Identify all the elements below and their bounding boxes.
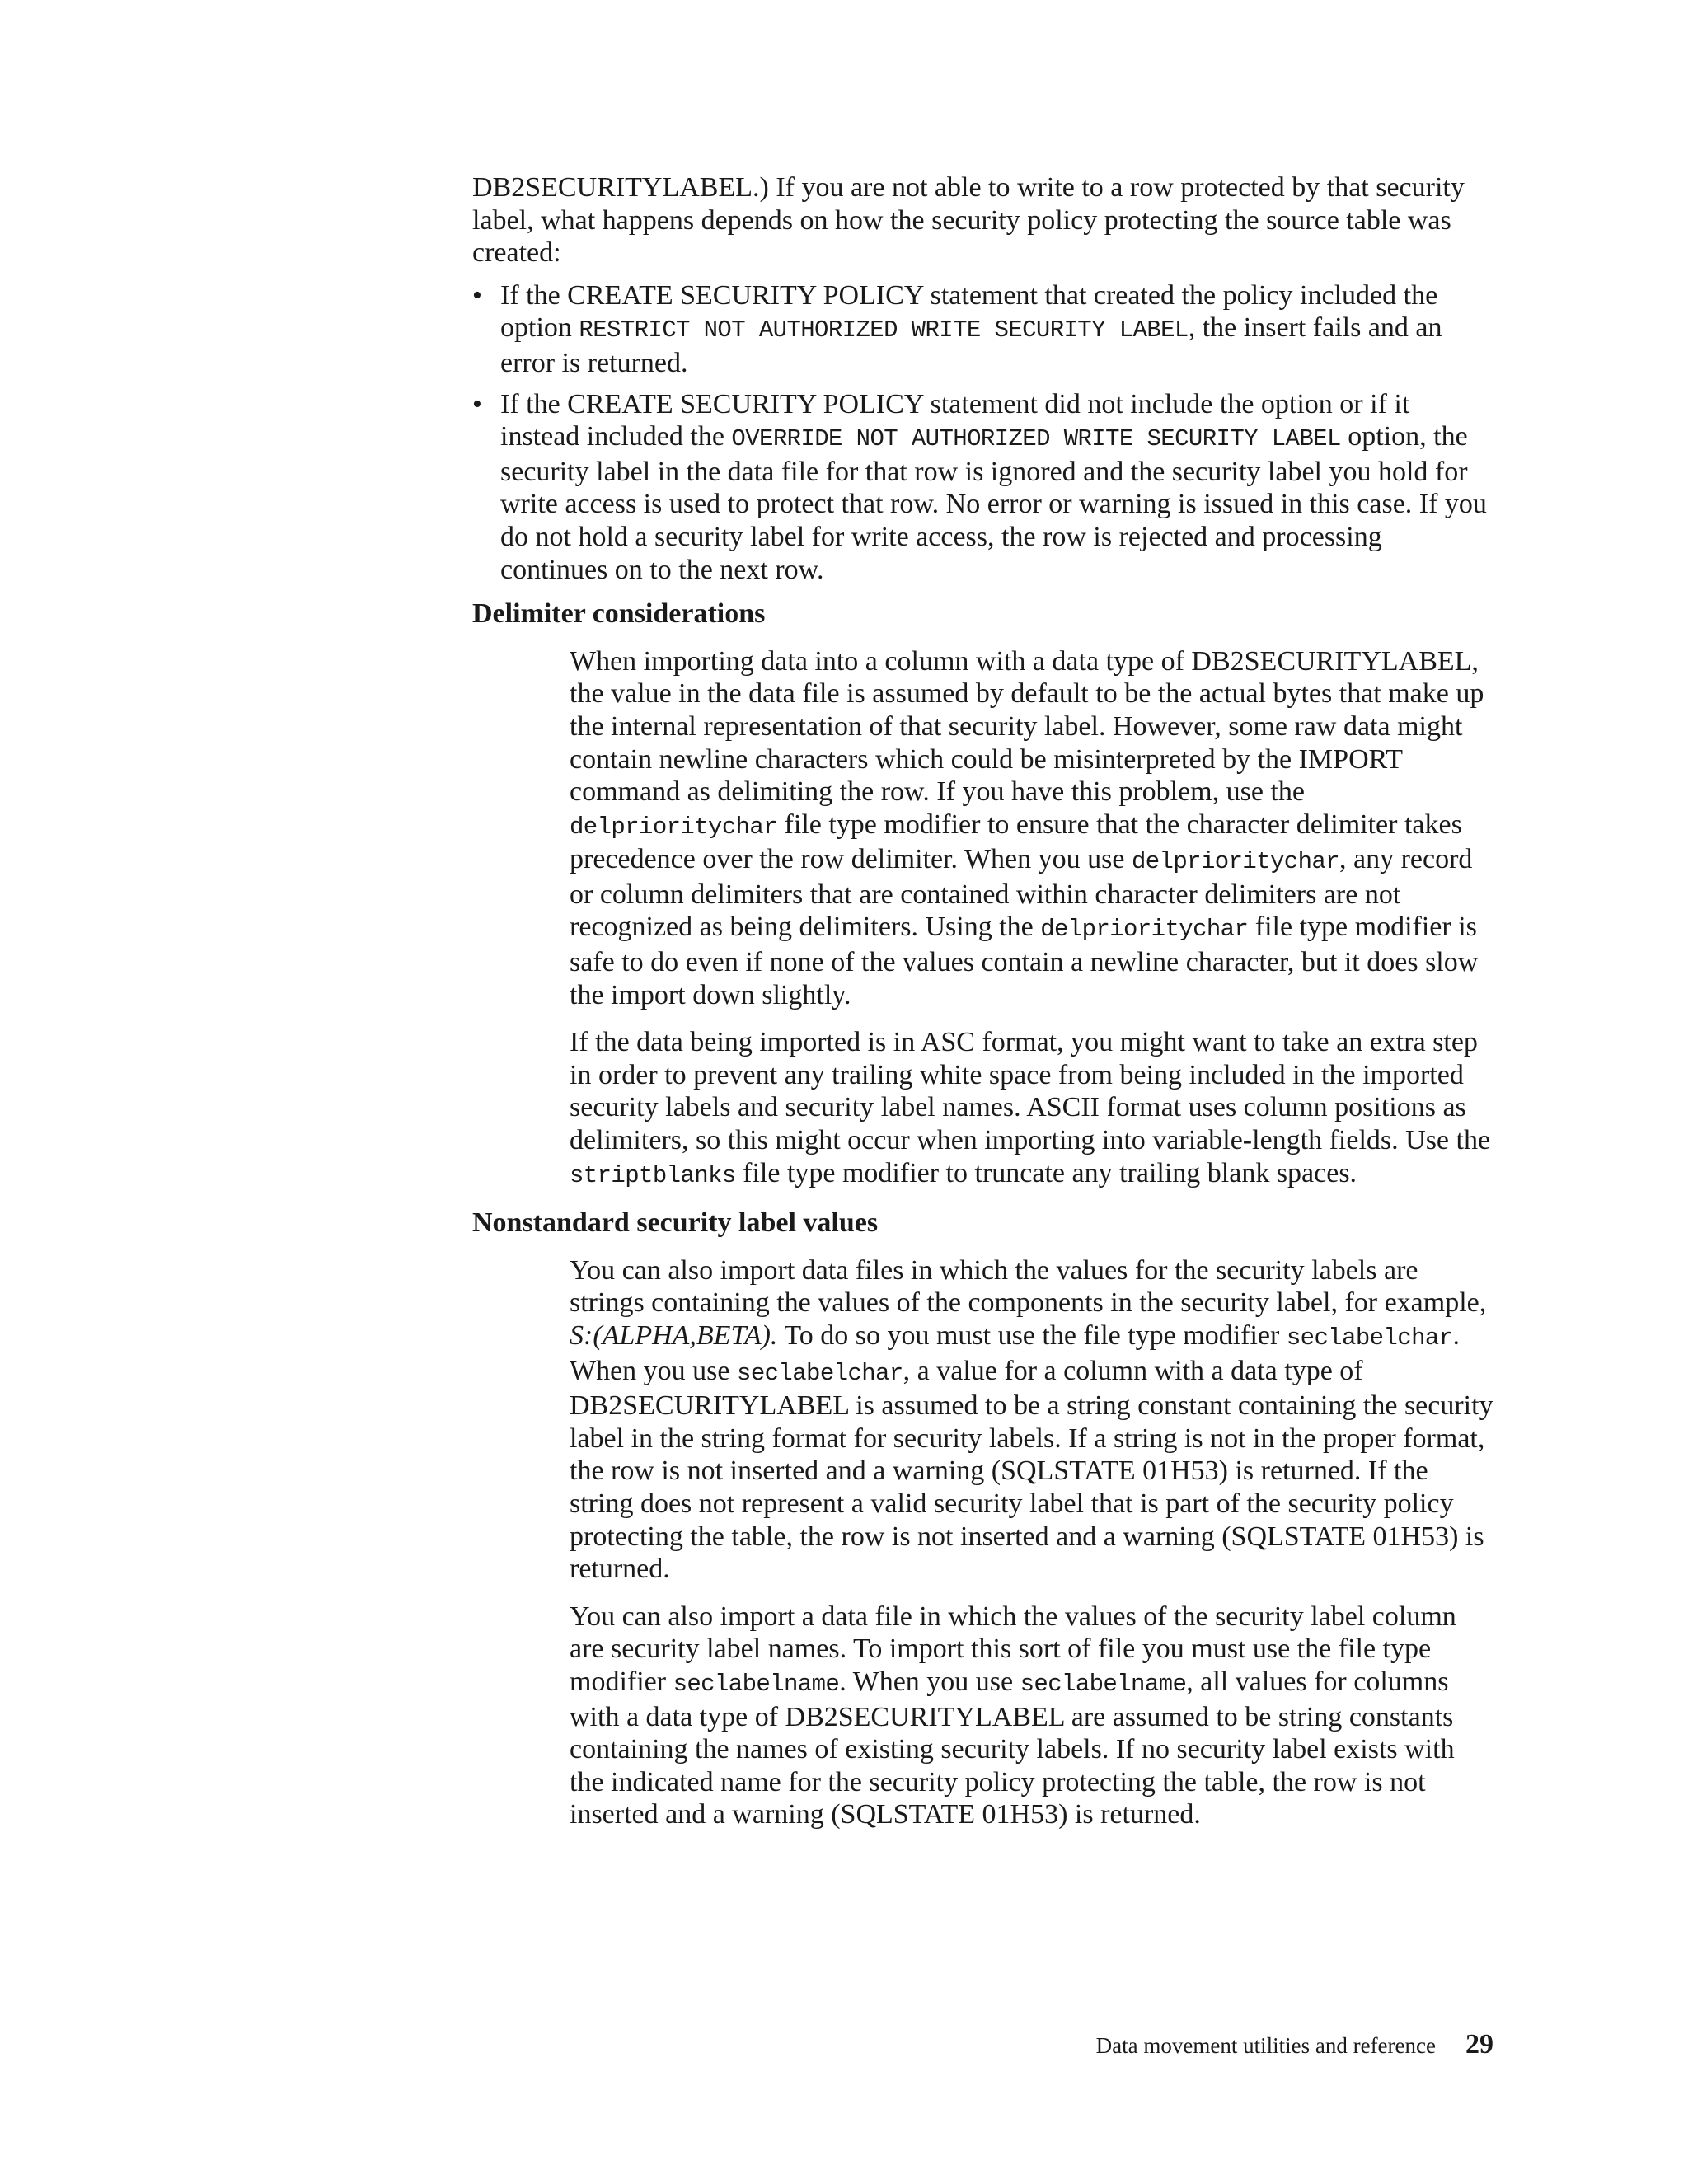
delimiter-paragraph-2: [570, 1026, 1494, 1192]
code-delprioritychar: delprioritychar: [570, 813, 778, 841]
text-run: . When you use: [839, 1666, 1020, 1697]
text-run: file type modifier to ensure that the character delimiter takes precedence over the row delimiter. When you use: [570, 808, 1462, 875]
bullet-text: If the CREATE SECURITY POLICY statement that created the policy included the option: [500, 279, 1438, 344]
delimiter-paragraph-1: [570, 645, 1494, 1012]
page-content: [472, 171, 1494, 1846]
heading-delimiter-considerations: Delimiter considerations: [472, 598, 766, 630]
intro-paragraph: DB2SECURITYLABEL.) If you are not able to write to a row protected by that security label, what happens depends on how the security policy protecting the source table was created:: [472, 172, 1465, 269]
footer-title: Data movement utilities and reference: [1095, 2033, 1436, 2058]
bullet-text: If the CREATE SECURITY POLICY statement did not include the option or if it instead included the: [500, 388, 1410, 452]
code-seclabelchar: seclabelchar: [737, 1359, 903, 1387]
text-run: To do so you must use the file type modifier: [777, 1320, 1287, 1351]
code-striptblanks: striptblanks: [570, 1161, 736, 1189]
code-delprioritychar: delprioritychar: [1040, 916, 1249, 944]
bullet-text: , the insert fails and an error is returned.: [500, 312, 1442, 378]
bullet-marker: •: [472, 388, 482, 419]
text-run: , all values for columns with a data type of DB2SECURITYLABEL are assumed to be string constants containing the names of existing security labels. If no security label exists with the indicated name for the security policy protecting the table, the row is not inserted and a warning (SQLSTATE 01H53) is returned.: [570, 1666, 1455, 1830]
text-run: You can also import a data file in which the values of the security label column are security label names. To import this sort of file you must use the file type modifier: [570, 1601, 1456, 1697]
code-delprioritychar: delprioritychar: [1131, 848, 1339, 876]
page-footer: [1096, 2029, 1493, 2060]
text-run: file type modifier is safe to do even if none of the values contain a newline character, but it does slow the import down slightly.: [570, 912, 1479, 1010]
bullet-marker: •: [472, 279, 482, 311]
nonstandard-paragraph-1: [570, 1254, 1494, 1586]
text-run: , a value for a column with a data type of DB2SECURITYLABEL is assumed to be a string constant containing the security label in the string format for security labels. If a string is not in the proper format, the row is not inserted and a warning (SQLSTATE 01H53) is returned. If the string does not represent a valid security label that is part of the security policy protecting the table, the row is not inserted and a warning (SQLSTATE 01H53) is returned.: [570, 1355, 1493, 1585]
text-run: , any record or column delimiters that are contained within character delimiters are not recognized as being delimiters. Using the: [570, 844, 1473, 943]
bullet-item-restrict: [472, 279, 1494, 380]
text-run: You can also import data files in which the values for the security labels are strings containing the values of the components in the security label, for example,: [570, 1254, 1487, 1319]
example-label: S:(ALPHA,BETA).: [570, 1320, 778, 1351]
code-seclabelname: seclabelname: [1020, 1670, 1187, 1698]
text-run: If the data being imported is in ASC format, you might want to take an extra step in order to prevent any trailing white space from being included in the imported security labels and security label names. ASCII format uses column positions as delimiters, so this might occur when importing into variable-length fields. Use the: [570, 1027, 1491, 1156]
bullet-item-override: [472, 388, 1494, 587]
text-run: file type modifier to truncate any trailing blank spaces.: [735, 1157, 1357, 1188]
code-restrict-option: RESTRICT NOT AUTHORIZED WRITE SECURITY LABEL: [579, 316, 1189, 344]
bullet-list: [472, 279, 1494, 586]
text-run: When importing data into a column with a data type of DB2SECURITYLABEL, the value in the data file is assumed by default to be the actual bytes that make up the internal representation of that security label. However, some raw data might contain newline characters which could be misinterpreted by the IMPORT command as delimiting the row. If you have this problem, use the: [570, 645, 1484, 808]
heading-nonstandard-security-label-values: Nonstandard security label values: [472, 1207, 879, 1239]
code-seclabelchar: seclabelchar: [1286, 1324, 1453, 1352]
text-run: . When you use: [570, 1320, 1460, 1386]
nonstandard-paragraph-2: [570, 1601, 1494, 1831]
code-seclabelname: seclabelname: [673, 1670, 840, 1698]
bullet-text: option, the security label in the data file for that row is ignored and the security label you hold for write access is used to protect that row. No error or warning is issued in this case. If you do not hold a security label for write access, the row is rejected and processing continues on to the next row.: [500, 421, 1487, 585]
code-override-option: OVERRIDE NOT AUTHORIZED WRITE SECURITY LABEL: [731, 425, 1341, 453]
page-number: 29: [1465, 2029, 1493, 2060]
